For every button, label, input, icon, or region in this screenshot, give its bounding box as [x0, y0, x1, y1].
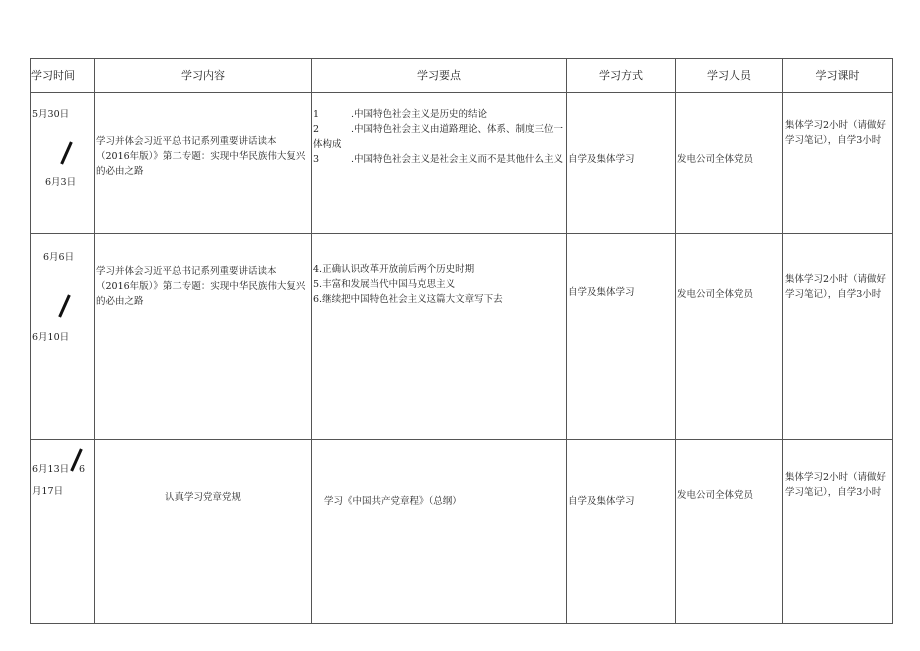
- header-content: 学习内容: [95, 59, 312, 93]
- content-cell: [95, 440, 312, 624]
- time-cell: [31, 93, 95, 234]
- list-item: 5.丰富和发展当代中国马克思主义: [313, 279, 456, 290]
- header-time: 学习时间: [31, 59, 95, 93]
- header-row: [31, 59, 893, 93]
- time-end-prefix: 6: [79, 464, 86, 475]
- method-cell: [567, 234, 676, 440]
- list-item: 1 .中国特色社会主义是历史的结论: [313, 109, 488, 120]
- list-item: 2 .中国特色社会主义由道路理论、体系、制度三位一体构成: [313, 124, 564, 150]
- hours-text: 集体学习2小时（请做好学习笔记），自学3小时: [785, 274, 887, 300]
- time-start: 5月30日: [32, 109, 70, 120]
- people-cell: [676, 440, 783, 624]
- people-cell: [676, 93, 783, 234]
- method-text: 自学及集体学习: [568, 287, 635, 298]
- table-row: [31, 93, 893, 234]
- time-end: 6月3日: [45, 177, 77, 188]
- time-start: 6月13日: [32, 464, 70, 475]
- people-text: 发电公司全体党员: [677, 154, 754, 165]
- people-cell: [676, 234, 783, 440]
- hours-text: 集体学习2小时（请做好学习笔记），自学3小时: [785, 120, 887, 146]
- table-row: [31, 440, 893, 624]
- time-start: 6月6日: [43, 252, 75, 263]
- method-text: 自学及集体学习: [568, 154, 635, 165]
- points-list: [313, 107, 564, 167]
- list-item: 6.继续把中国特色社会主义这篇大文章写下去: [313, 294, 503, 305]
- points-list: [324, 494, 564, 509]
- time-cell: [31, 440, 95, 624]
- hours-cell: [783, 440, 893, 624]
- time-end: 月17日: [32, 486, 64, 497]
- header-method: 学习方式: [567, 59, 676, 93]
- list-item: 3 .中国特色社会主义是社会主义而不是其他什么主义: [313, 154, 564, 165]
- header-points: 学习要点: [312, 59, 567, 93]
- header-hours: 学习课时: [783, 59, 893, 93]
- points-list: [313, 262, 564, 307]
- table-row: [31, 234, 893, 440]
- hours-text: 集体学习2小时（请做好学习笔记），自学3小时: [785, 472, 887, 498]
- hours-cell: [783, 234, 893, 440]
- study-schedule-table: [30, 58, 893, 624]
- method-text: 自学及集体学习: [568, 496, 635, 507]
- content-text: 认真学习党章党规: [164, 492, 241, 503]
- points-cell: [312, 234, 567, 440]
- time-cell: [31, 234, 95, 440]
- content-text: 学习并体会习近平总书记系列重要讲话读本（2016年版）》第二专题：实现中华民族伟大复兴的必由之路: [96, 136, 306, 177]
- points-cell: [312, 440, 567, 624]
- method-cell: [567, 93, 676, 234]
- date-separator-slash: [60, 141, 73, 164]
- header-people: 学习人员: [676, 59, 783, 93]
- people-text: 发电公司全体党员: [677, 490, 754, 501]
- list-item: 4.正确认识改革开放前后两个历史时期: [313, 264, 475, 275]
- points-cell: [312, 93, 567, 234]
- time-end: 6月10日: [32, 332, 70, 343]
- content-cell: [95, 93, 312, 234]
- method-cell: [567, 440, 676, 624]
- people-text: 发电公司全体党员: [677, 289, 754, 300]
- date-separator-slash: [58, 294, 71, 317]
- hours-cell: [783, 93, 893, 234]
- content-text: 学习并体会习近平总书记系列重要讲话读本（2016年版）》第二专题：实现中华民族伟大复兴的必由之路: [96, 266, 306, 307]
- list-item: 学习《中国共产党章程》（总纲）: [324, 496, 462, 507]
- content-cell: [95, 234, 312, 440]
